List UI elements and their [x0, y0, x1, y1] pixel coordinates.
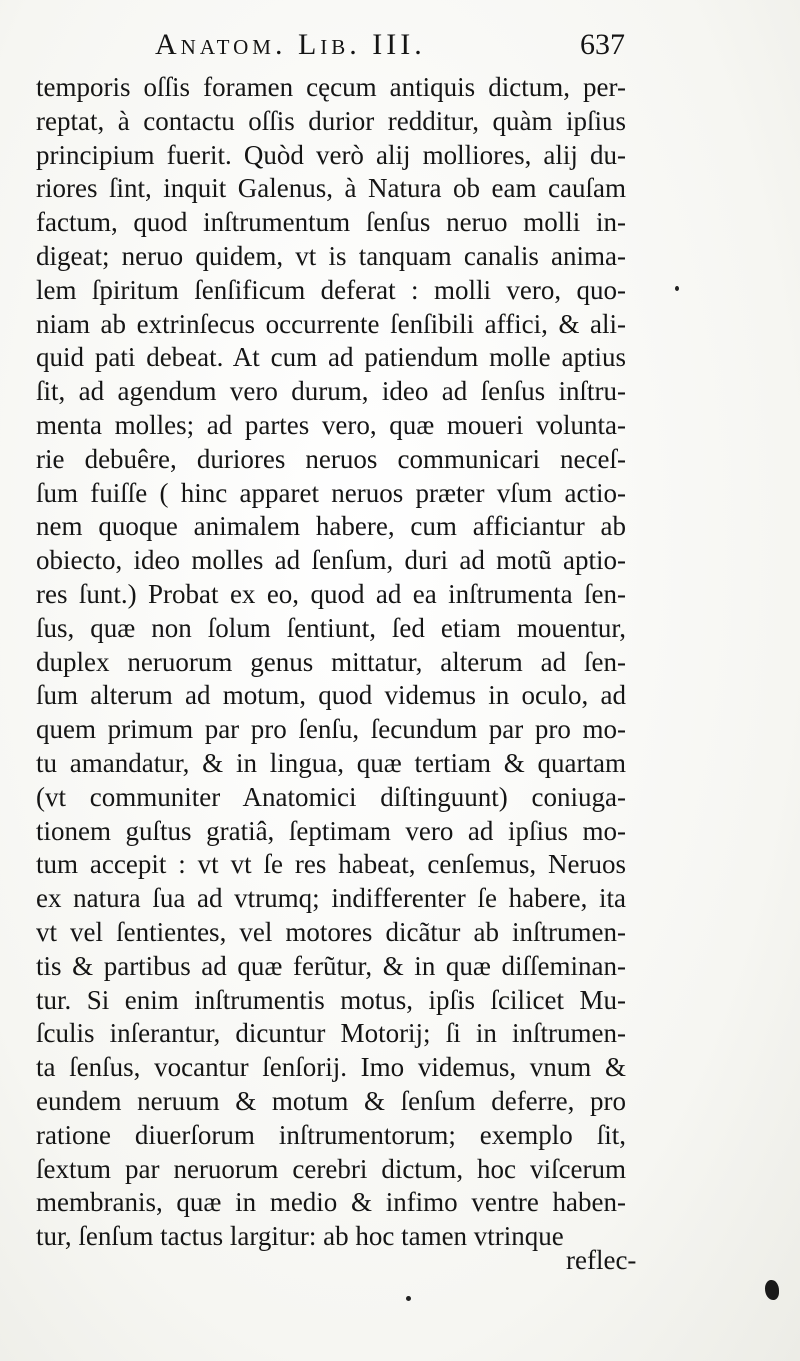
text-line: ſum alterum ad motum, quod videmus in oculo, ad [36, 680, 626, 711]
text-line: ta ſenſus, vocantur ſenſorij. Imo videmus, vnum & [36, 1052, 626, 1083]
text-line: tum accepit : vt vt ſe res habeat, cenſemus, Neruos [36, 849, 626, 880]
text-line: ſit, ad agendum vero durum, ideo ad ſenſus inſtru- [36, 376, 626, 407]
text-line: lem ſpiritum ſenſificum deferat : molli vero, quo- [36, 274, 626, 305]
text-line: vt vel ſentientes, vel motores dicãtur ab inſtrumen- [36, 916, 626, 947]
text-line: tionem guſtus gratiâ, ſeptimam vero ad ipſius mo- [36, 815, 626, 846]
text-line: reptat, à contactu oſſis durior redditur, quàm ipſius [36, 105, 626, 136]
text-line: ſum fuiſſe ( hinc apparet neruos præter vſum actio- [36, 477, 626, 508]
ink-speck [406, 1296, 411, 1301]
body-text [36, 71, 626, 1254]
text-line: quid pati debeat. At cum ad patiendum molle aptius [36, 342, 626, 373]
text-line: (vt communiter Anatomici diſtinguunt) coniuga- [36, 781, 626, 812]
text-line: factum, quod inſtrumentum ſenſus neruo molli in- [36, 207, 626, 238]
text-line: membranis, quæ in medio & infimo ventre haben- [36, 1187, 626, 1218]
text-line: obiecto, ideo molles ad ſenſum, duri ad motũ aptio- [36, 545, 626, 576]
catchword: reflec- [566, 1245, 637, 1275]
text-line: tur, ſenſum tactus largitur: ab hoc tamen vtrinque [36, 1221, 564, 1252]
ink-speck [675, 286, 679, 291]
text-line: menta molles; ad partes vero, quæ moueri volunta- [36, 409, 626, 440]
text-line: ſculis inſerantur, dicuntur Motorij; ſi in inſtrumen- [36, 1018, 626, 1049]
text-line: duplex neruorum genus mittatur, alterum ad ſen- [36, 646, 626, 677]
text-line: quem primum par pro ſenſu, ſecundum par pro mo- [36, 714, 626, 745]
text-line: temporis oſſis foramen cęcum antiquis dictum, per- [36, 72, 626, 102]
text-line: ex natura ſua ad vtrumq; indifferenter ſe habere, ita [36, 883, 626, 914]
text-line: rie debuêre, duriores neruos communicari neceſ- [36, 443, 626, 474]
text-line: tis & partibus ad quæ ferũtur, & in quæ diſſeminan- [36, 950, 626, 981]
text-line: digeat; neruo quidem, vt is tanquam canalis anima- [36, 240, 626, 271]
text-line: eundem neruum & motum & ſenſum deferre, pro [36, 1085, 626, 1116]
text-line: ſextum par neruorum cerebri dictum, hoc viſcerum [36, 1153, 626, 1184]
text-line: tu amandatur, & in lingua, quæ tertiam & quartam [36, 747, 626, 778]
text-line: ſus, quæ non ſolum ſentiunt, ſed etiam mouentur, [36, 612, 626, 643]
text-line: niam ab extrinſecus occurrente ſenſibili affici, & ali- [36, 308, 626, 339]
running-head [155, 28, 625, 68]
text-line: ratione diuerſorum inſtrumentorum; exemplo ſit, [36, 1119, 626, 1150]
text-line: nem quoque animalem habere, cum afficiantur ab [36, 511, 626, 542]
text-line: tur. Si enim inſtrumentis motus, ipſis ſcilicet Mu- [36, 984, 626, 1015]
page-number: 637 [580, 28, 625, 61]
running-head-title: Anatom. Lib. III. [155, 28, 426, 61]
text-line: res ſunt.) Probat ex eo, quod ad ea inſtrumenta ſen- [36, 578, 626, 609]
text-line: riores ſint, inquit Galenus, à Natura ob eam cauſam [36, 173, 626, 204]
ink-blot [765, 1280, 779, 1300]
text-line: principium fuerit. Quòd verò alij molliores, alij du- [36, 139, 626, 170]
